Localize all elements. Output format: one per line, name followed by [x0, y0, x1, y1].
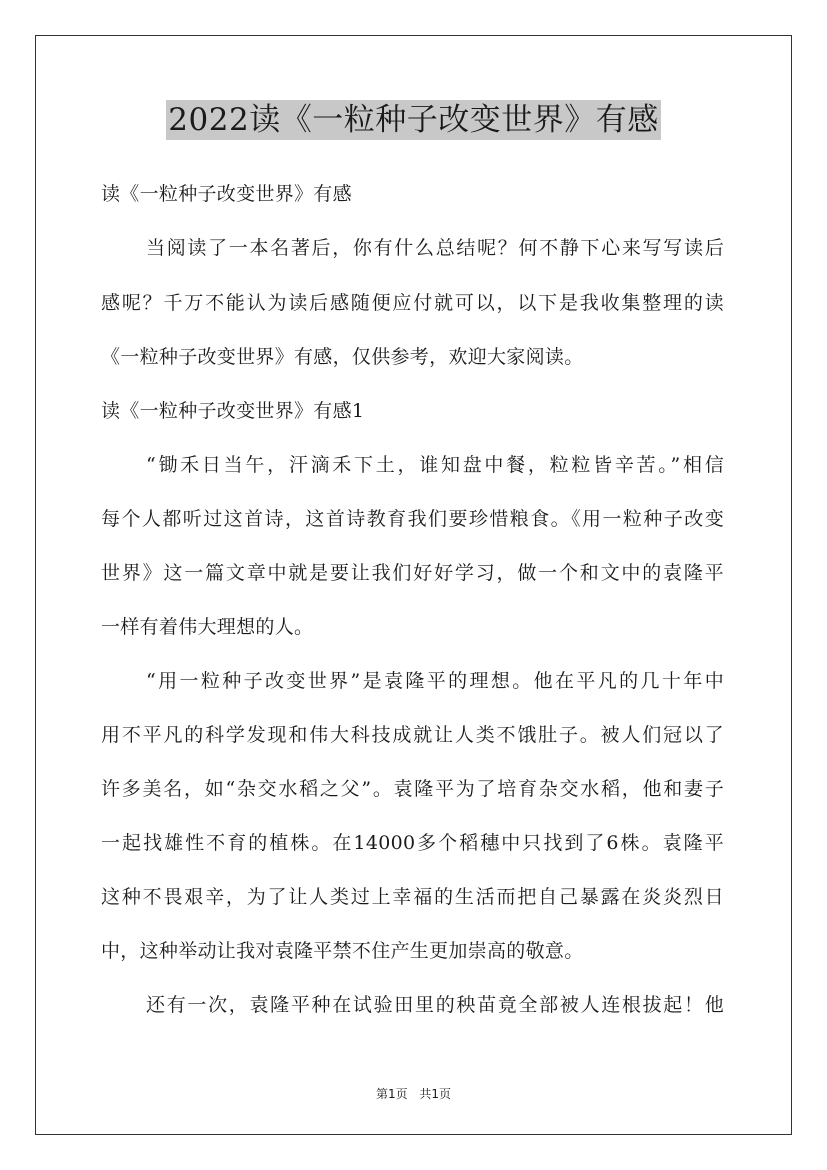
section-heading: 读《一粒种子改变世界》有感1: [101, 400, 365, 422]
paragraph-line: 中，这种举动让我对袁隆平禁不住产生更加崇高的敬意。: [101, 940, 584, 962]
paragraph-line: 世界》这一篇文章中就是要让我们好好学习，做一个和文中的袁隆平: [101, 562, 724, 584]
paragraph-line: 许多美名，如“杂交水稻之父”。袁隆平为了培育杂交水稻，他和妻子: [101, 778, 724, 800]
paragraph-line: 用不平凡的科学发现和伟大科技成就让人类不饿肚子。被人们冠以了: [101, 724, 724, 746]
document-title: 2022读《一粒种子改变世界》有感: [168, 102, 659, 138]
paragraph-line: 这种不畏艰辛，为了让人类过上幸福的生活而把自己暴露在炎炎烈日: [101, 886, 724, 908]
paragraph-line: 《一粒种子改变世界》有感，仅供参考，欢迎大家阅读。: [101, 346, 584, 368]
paragraph-line: “锄禾日当午，汗滴禾下土，谁知盘中餐，粒粒皆辛苦。”相信: [146, 454, 724, 476]
paragraph-line: “用一粒种子改变世界”是袁隆平的理想。他在平凡的几十年中: [146, 670, 724, 692]
subtitle-line: 读《一粒种子改变世界》有感: [101, 183, 352, 205]
paragraph-line: 每个人都听过这首诗，这首诗教育我们要珍惜粮食。《用一粒种子改变: [101, 508, 724, 530]
paragraph-line: 当阅读了一本名著后，你有什么总结呢？何不静下心来写写读后: [146, 237, 724, 259]
paragraph-line: 一样有着伟大理想的人。: [101, 616, 314, 638]
page-footer: [0, 1085, 827, 1102]
page-number: 第1页: [375, 1087, 408, 1101]
paragraph-line: 感呢？千万不能认为读后感随便应付就可以，以下是我收集整理的读: [101, 292, 724, 314]
paragraph-line: 还有一次，袁隆平种在试验田里的秧苗竟全部被人连根拔起！他: [146, 994, 724, 1016]
paragraph-line: 一起找雄性不育的植株。在14000多个稻穗中只找到了6株。袁隆平: [101, 832, 724, 854]
page-total: 共1页: [419, 1087, 452, 1101]
title-container: [0, 100, 827, 140]
